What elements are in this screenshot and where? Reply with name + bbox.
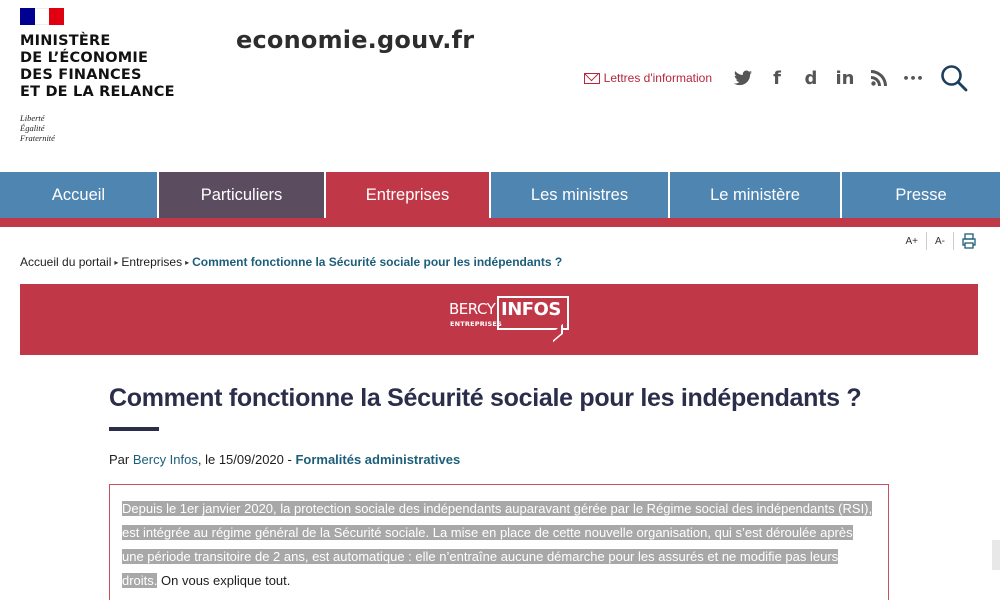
ministry-line: DES FINANCES (20, 67, 142, 83)
republic-motto (20, 113, 55, 143)
header-tools (584, 62, 974, 94)
scroll-edge (992, 540, 1000, 570)
envelope-icon (584, 73, 600, 84)
nav-item-accueil[interactable]: Accueil (0, 172, 159, 218)
title-underline (109, 427, 159, 431)
ministry-line: DE L’ÉCONOMIE (20, 50, 149, 66)
category-link[interactable]: Formalités administratives (295, 452, 461, 467)
search-icon[interactable] (934, 62, 974, 94)
newsletter-link[interactable] (584, 71, 712, 85)
decrease-font-button[interactable]: A- (935, 235, 945, 247)
article-date: , le 15/09/2020 - (197, 452, 296, 467)
article-intro (122, 497, 876, 593)
nav-item-les-ministres[interactable]: Les ministres (491, 172, 670, 218)
logo-infos-text: INFOS (501, 299, 561, 320)
motto-line: Égalité (20, 123, 45, 133)
increase-font-button[interactable]: A+ (905, 235, 918, 247)
breadcrumb-home-link[interactable]: Accueil du portail (20, 255, 112, 269)
selected-text: Depuis le 1er janvier 2020, la protection sociale des indépendants auparavant gérée par le Régime social des indépendants (RSI), est intégrée au régime général de la Sécurité sociale. La mise en place de cette nouvelle organisation, qui s’est déroulée après une période transitoire de 2 ans, est automatique : elle n’entraîne aucune démarche pour les assurés et ne modifie pas leurs droits. (122, 501, 873, 588)
article-meta (109, 452, 460, 467)
logo-entreprises-text: ENTREPRISES (450, 320, 502, 328)
bercy-infos-logo[interactable] (449, 296, 573, 342)
intro-rest-text: On vous explique tout. (157, 573, 291, 588)
main-nav (0, 172, 1000, 218)
newsletter-label: Lettres d'information (603, 71, 712, 85)
facebook-icon[interactable]: f (773, 67, 781, 89)
linkedin-icon[interactable]: in (835, 67, 855, 89)
dailymotion-icon[interactable]: d (804, 67, 818, 89)
nav-item-particuliers[interactable]: Particuliers (159, 172, 326, 218)
motto-line: Fraternité (20, 133, 55, 143)
nav-item-entreprises[interactable]: Entreprises (326, 172, 491, 218)
meta-prefix: Par (109, 452, 133, 467)
article-intro-box (109, 484, 889, 600)
marianne-flag-logo[interactable] (20, 8, 64, 25)
site-name[interactable]: economie.gouv.fr (236, 26, 475, 54)
author-link[interactable]: Bercy Infos (132, 452, 198, 467)
font-size-tools (897, 232, 976, 250)
breadcrumb-section-link[interactable]: Entreprises (121, 255, 183, 269)
site-header (0, 0, 1000, 172)
logo-bercy-text: BERCY (449, 300, 496, 318)
breadcrumb (20, 255, 562, 269)
twitter-icon[interactable] (726, 62, 760, 94)
print-icon[interactable] (962, 233, 976, 249)
article-title: Comment fonctionne la Sécurité sociale pour les indépendants ? (109, 384, 862, 412)
breadcrumb-arrow-icon: ▸ (114, 257, 119, 267)
social-links (726, 62, 930, 94)
nav-item-le-ministere[interactable]: Le ministère (670, 172, 842, 218)
ministry-name[interactable] (20, 33, 190, 101)
more-icon[interactable]: ••• (902, 71, 924, 85)
ministry-line: ET DE LA RELANCE (20, 84, 175, 100)
rss-icon[interactable] (862, 62, 896, 94)
bercy-infos-banner (20, 284, 978, 355)
motto-line: Liberté (20, 113, 45, 123)
breadcrumb-arrow-icon: ▸ (185, 257, 190, 267)
ministry-line: MINISTÈRE (20, 33, 111, 49)
divider (953, 232, 954, 250)
breadcrumb-current: Comment fonctionne la Sécurité sociale pour les indépendants ? (192, 255, 563, 269)
nav-item-presse[interactable]: Presse (895, 185, 947, 204)
nav-accent-strip (0, 218, 1000, 227)
